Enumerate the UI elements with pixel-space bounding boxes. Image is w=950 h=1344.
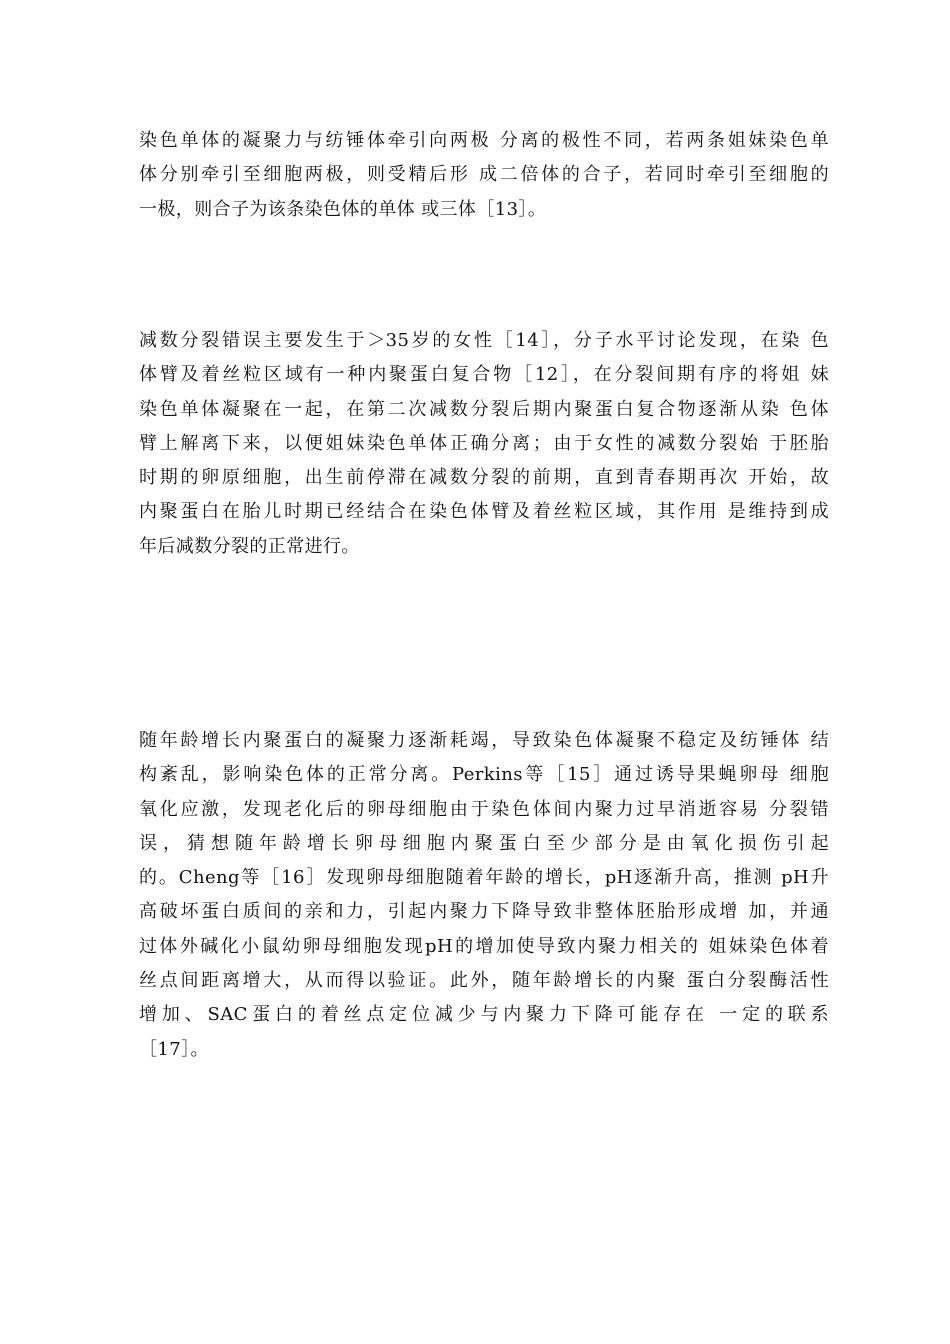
text-line: ［17］。: [139, 1038, 209, 1060]
text-line: 随年龄增长内聚蛋白的凝聚力逐渐耗竭，导致染色体凝聚不稳定及纺锤体 结: [139, 730, 829, 751]
text-line: 的。Cheng等［16］发现卵母细胞随着年龄的增长，pH逐渐升高，推测 pH升: [139, 867, 829, 889]
text-line: 丝点间距离增大，从而得以验证。此外，随年龄增长的内聚 蛋白分裂酶活性: [139, 970, 829, 992]
text-line: 时期的卵原细胞，出生前停滞在减数分裂的前期，直到青春期再次 开始，故: [139, 467, 829, 489]
paragraph-3: [139, 724, 829, 1067]
text-line: 一极，则合子为该条染色体的单体 或三体［13］。: [139, 198, 547, 220]
paragraph-1: [139, 124, 829, 227]
text-line: 误，猜想随年龄增长卵母细胞内聚蛋白至少部分是由氧化损伤引起: [139, 832, 829, 854]
text-line: 高破坏蛋白质间的亲和力，引起内聚力下降导致非整体胚胎形成增 加，并通: [139, 901, 829, 923]
text-line: 内聚蛋白在胎儿时期已经结合在染色体臂及着丝粒区域，其作用 是维持到成: [139, 501, 829, 523]
text-line: 体臂及着丝粒区域有一种内聚蛋白复合物［12］，在分裂间期有序的将姐 妹: [139, 364, 829, 386]
text-line: 氧化应激，发现老化后的卵母细胞由于染色体间内聚力过早消逝容易 分裂错: [139, 798, 829, 820]
text-line: 体分别牵引至细胞两极，则受精后形 成二倍体的合子，若同时牵引至细胞的: [139, 164, 829, 186]
text-line: 臂上解离下来，以便姐妹染色单体正确分离；由于女性的减数分裂始 于胚胎: [139, 432, 829, 454]
text-line: 增加、SAC蛋白的着丝点定位减少与内聚力下降可能存在 一定的联系: [139, 1004, 829, 1026]
text-line: 减数分裂错误主要发生于＞35岁的女性［14］，分子水平讨论发现，在染 色: [139, 330, 829, 351]
text-line: 过体外碱化小鼠幼卵母细胞发现pH的增加使导致内聚力相关的 姐妹染色体着: [139, 935, 829, 957]
paragraph-2: [139, 324, 829, 564]
text-line: 构紊乱，影响染色体的正常分离。Perkins等［15］通过诱导果蝇卵母 细胞: [139, 764, 829, 786]
text-line: 染色单体凝聚在一起，在第二次减数分裂后期内聚蛋白复合物逐渐从染 色体: [139, 398, 829, 420]
text-line: 染色单体的凝聚力与纺锤体牵引向两极 分离的极性不同，若两条姐妹染色单: [139, 130, 829, 151]
text-line: 年后减数分裂的正常进行。: [139, 535, 360, 557]
